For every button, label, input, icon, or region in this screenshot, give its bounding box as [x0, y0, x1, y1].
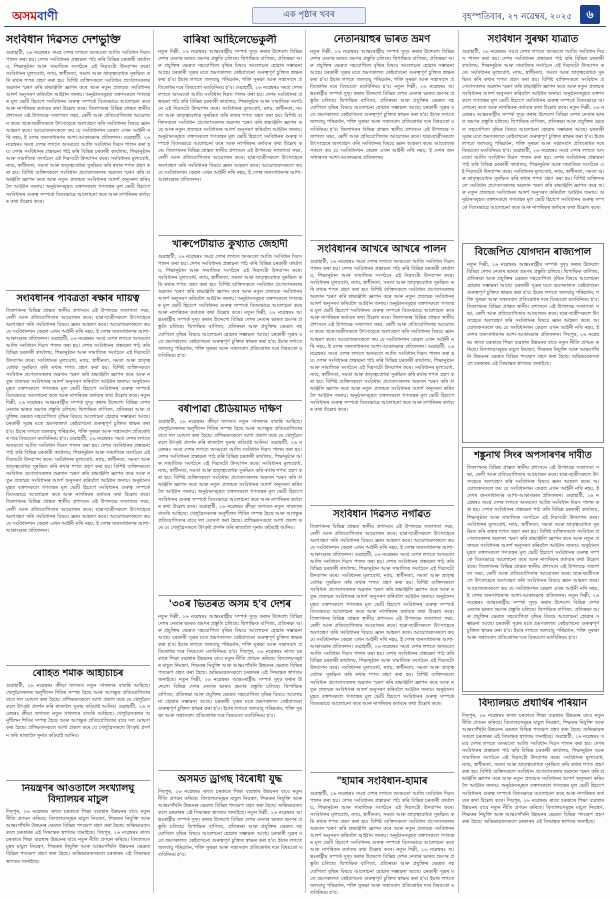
headline: খাৰুপেটীয়াত কুখ্যাত জেহাদী: [172, 239, 288, 250]
headline: '৩০ৰ ভিতৰত অসম হ'ব দেশৰ: [168, 599, 292, 610]
story-constitution-day: [6, 34, 150, 289]
headline: নিয়ন্ত্ৰণৰ আওতালৈ সংখ্যালঘু বিদ্যালয়ৰ মাচুল: [21, 784, 135, 805]
story-nagaon: [310, 509, 454, 771]
story-netanyahu: [310, 34, 454, 239]
story-school-fees: [6, 784, 150, 894]
story-body: জিলাখনৰ বিভিন্ন প্ৰান্তত স্থানীয় প্ৰশাসনে এই উপলক্ষে সজাগতা সভা, ৰেলী আৰু প্ৰতিযোগিতাৰ আয়োজন কৰে। ছাত্ৰ-ছাত্ৰীসকলে উৎসাহেৰে অংশগ্ৰহণ কৰি সংবিধানৰ বিষয়ে জ্ঞান আহৰণ কৰে। আয়োজকসকলে কয় যে সংবিধানখন কেৱল এখন আইনী নথি নহয়, ই দেশৰ জনসাধাৰণৰ আশা-আকাংক্ষাৰ প্ৰতিফলন। গুৱাহাটী, ২৬ নৱেম্বৰঃ সমগ্ৰ দেশৰ লগতে অসমতো আজি সংবিধান দিৱস পালন কৰা হয়। দেশৰ সংবিধানৰ প্ৰস্তাৱনা পাঠ কৰি বিভিন্ন চৰকাৰী কাৰ্যালয়, শিক্ষানুষ্ঠান আৰু সামাজিক সংগঠনে এই দিৱসটো উদযাপন কৰে। সংবিধানৰ মূল্যবোধ, ন্যায়, স্বাধীনতা, সমতা আৰু ভ্ৰাতৃত্ববোধক সুৰক্ষিত কৰি ৰখাৰ শপত গ্ৰহণ কৰা হয়। বিশিষ্ট ব্যক্তিসকলে সংবিধান প্ৰণেতাসকলৰ অৱদান স্মৰণ কৰি শ্ৰদ্ধাঞ্জলি জ্ঞাপন কৰে আৰু নতুন প্ৰজন্মক সংবিধানৰ আদৰ্শ অনুসৰণ কৰিবলৈ আহ্বান জনায়। অনুষ্ঠানসমূহত বক্তাসকলে গণতন্ত্ৰৰ মূল ভেটি হিচাপে সংবিধানৰ গুৰুত্ব সম্পৰ্কে বিতংভাৱে আলোচনা কৰে আৰু নাগৰিকৰ কৰ্তব্যৰ কথা উল্লেখ কৰে। জিলাখনৰ বিভিন্ন প্ৰান্তত স্থানীয় প্ৰশাসনে এই উপলক্ষে সজাগতা সভা, ৰেলী আৰু প্ৰতিযোগিতাৰ আয়োজন কৰে। ছাত্ৰ-ছাত্ৰীসকলে উৎসাহেৰে অংশগ্ৰহণ কৰি সংবিধানৰ বিষয়ে জ্ঞান আহৰণ কৰে। আয়োজকসকলে কয় যে সংবিধানখন কেৱল এখন আইনী নথি নহয়, ই দেশৰ জনসাধাৰণৰ আশা-আকাংক্ষাৰ প্ৰতিফলন। গুৱাহাটী, ২৬ নৱেম্বৰঃ সমগ্ৰ দেশৰ লগতে অসমতো আজি সংবিধান দিৱস পালন কৰা হয়। দেশৰ সংবিধানৰ প্ৰস্তাৱনা পাঠ কৰি বিভিন্ন চৰকাৰী কাৰ্যালয়, শিক্ষানুষ্ঠান আৰু সামাজিক সংগঠনে এই দিৱসটো উদযাপন কৰে। সংবিধানৰ মূল্যবোধ, ন্যায়, স্বাধীনতা, সমতা আৰু ভ্ৰাতৃত্ববোধক সুৰক্ষিত কৰি ৰখাৰ শপত গ্ৰহণ কৰা হয়। বিশিষ্ট ব্যক্তিসকলে সংবিধান প্ৰণেতাসকলৰ অৱদান স্মৰণ কৰি শ্ৰদ্ধাঞ্জলি জ্ঞাপন কৰে আৰু নতুন প্ৰজন্মক সংবিধানৰ আদৰ্শ অনুসৰণ কৰিবলৈ আহ্বান জনায়। অনুষ্ঠানসমূহত বক্তাসকলে গণতন্ত্ৰৰ মূল ভেটি হিচাপে সংবিধানৰ গুৰুত্ব সম্পৰ্কে বিতংভাৱে আলোচনা কৰে আৰু নাগৰিকৰ কৰ্তব্যৰ কথা উল্লেখ কৰে।: [310, 523, 454, 707]
headline: সংবিধানৰ আখৰে আখৰে পালন: [317, 244, 447, 255]
story-drugs-war: [158, 774, 302, 894]
story-body: গুৱাহাটী, ২৬ নৱেম্বৰঃ ক্ৰীড়া জগতত নতুন সাফল্যৰ বাতৰি আহিছে। খেলুৱৈসকলৰ অনুশীলন শিবিৰ সম্পন্ন হৈছে আৰু আগন্তুক প্ৰতিযোগিতাৰ বাবে দল ঘোষণা কৰা হৈছে। প্ৰশিক্ষকসকলে আশা প্ৰকাশ কৰে যে খেলুৱৈসকলে উৎকৃষ্ট প্ৰদৰ্শন কৰি ৰাজ্যলৈ সুনাম কঢ়িয়াই আনিব। গুৱাহাটী, ২৬ নৱেম্বৰঃ সমগ্ৰ দেশৰ লগতে অসমতো আজি সংবিধান দিৱস পালন কৰা হয়। দেশৰ সংবিধানৰ প্ৰস্তাৱনা পাঠ কৰি বিভিন্ন চৰকাৰী কাৰ্যালয়, শিক্ষানুষ্ঠান আৰু সামাজিক সংগঠনে এই দিৱসটো উদযাপন কৰে। সংবিধানৰ মূল্যবোধ, ন্যায়, স্বাধীনতা, সমতা আৰু ভ্ৰাতৃত্ববোধক সুৰক্ষিত কৰি ৰখাৰ শপত গ্ৰহণ কৰা হয়। বিশিষ্ট ব্যক্তিসকলে সংবিধান প্ৰণেতাসকলৰ অৱদান স্মৰণ কৰি শ্ৰদ্ধাঞ্জলি জ্ঞাপন কৰে আৰু নতুন প্ৰজন্মক সংবিধানৰ আদৰ্শ অনুসৰণ কৰিবলৈ আহ্বান জনায়। অনুষ্ঠানসমূহত বক্তাসকলে গণতন্ত্ৰৰ মূল ভেটি হিচাপে সংবিধানৰ গুৰুত্ব সম্পৰ্কে বিতংভাৱে আলোচনা কৰে আৰু নাগৰিকৰ কৰ্তব্যৰ কথা উল্লেখ কৰে। গুৱাহাটী, ২৬ নৱেম্বৰঃ ক্ৰীড়া জগতত নতুন সাফল্যৰ বাতৰি আহিছে। খেলুৱৈসকলৰ অনুশীলন শিবিৰ সম্পন্ন হৈছে আৰু আগন্তুক প্ৰতিযোগিতাৰ বাবে দল ঘোষণা কৰা হৈছে। প্ৰশিক্ষকসকলে আশা প্ৰকাশ কৰে যে খেলুৱৈসকলে উৎকৃষ্ট প্ৰদৰ্শন কৰি ৰাজ্যলৈ সুনাম কঢ়িয়াই আনিব।: [158, 418, 302, 531]
headline: বৰ্ষাপাৱা ষ্টেডিয়ামত দক্ষিণ: [178, 404, 282, 415]
headline: বিদ্যালয়ত প্ৰধাৰ্থিৰ পৰিয়ান: [478, 698, 588, 709]
story-barsapara-stadium: [158, 404, 302, 594]
headline: সংবিধান দিৱসত নগাঁৱত: [333, 509, 431, 520]
story-constitution-duty: [6, 294, 150, 664]
story-shankunath-singh: [462, 447, 604, 692]
section-tag: এক পৃষ্ঠাৰ খবৰ: [252, 7, 366, 24]
story-body: জিলাখনৰ বিভিন্ন প্ৰান্তত স্থানীয় প্ৰশাসনে এই উপলক্ষে সজাগতা সভা, ৰেলী আৰু প্ৰতিযোগিতাৰ আয়োজন কৰে। ছাত্ৰ-ছাত্ৰীসকলে উৎসাহেৰে অংশগ্ৰহণ কৰি সংবিধানৰ বিষয়ে জ্ঞান আহৰণ কৰে। আয়োজকসকলে কয় যে সংবিধানখন কেৱল এখন আইনী নথি নহয়, ই দেশৰ জনসাধাৰণৰ আশা-আকাংক্ষাৰ প্ৰতিফলন। গুৱাহাটী, ২৬ নৱেম্বৰঃ সমগ্ৰ দেশৰ লগতে অসমতো আজি সংবিধান দিৱস পালন কৰা হয়। দেশৰ সংবিধানৰ প্ৰস্তাৱনা পাঠ কৰি বিভিন্ন চৰকাৰী কাৰ্যালয়, শিক্ষানুষ্ঠান আৰু সামাজিক সংগঠনে এই দিৱসটো উদযাপন কৰে। সংবিধানৰ মূল্যবোধ, ন্যায়, স্বাধীনতা, সমতা আৰু ভ্ৰাতৃত্ববোধক সুৰক্ষিত কৰি ৰখাৰ শপত গ্ৰহণ কৰা হয়। বিশিষ্ট ব্যক্তিসকলে সংবিধান প্ৰণেতাসকলৰ অৱদান স্মৰণ কৰি শ্ৰদ্ধাঞ্জলি জ্ঞাপন কৰে আৰু নতুন প্ৰজন্মক সংবিধানৰ আদৰ্শ অনুসৰণ কৰিবলৈ আহ্বান জনায়। অনুষ্ঠানসমূহত বক্তাসকলে গণতন্ত্ৰৰ মূল ভেটি হিচাপে সংবিধানৰ গুৰুত্ব সম্পৰ্কে বিতংভাৱে আলোচনা কৰে আৰু নাগৰিকৰ কৰ্তব্যৰ কথা উল্লেখ কৰে। নতুন দিল্লী, ২৬ নৱেম্বৰঃ আন্তঃৰাষ্ট্ৰীয় সম্পৰ্ক সুদৃঢ় কৰাৰ উদ্দেশ্যে বিভিন্ন দেশৰ নেতাৰ ভাৰত ভ্ৰমণৰ প্ৰস্তুতি চলিছে। দ্বিপাক্ষিক বাণিজ্য, প্ৰতিৰক্ষা আৰু প্ৰযুক্তিৰ ক্ষেত্ৰত সহযোগিতা বৃদ্ধিৰ বিষয়ে আলোচনা হোৱাৰ সম্ভাৱনা আছে। চৰকাৰী সূত্ৰৰ মতে ভ্ৰমণকালত কেইবাখনো গুৰুত্বপূৰ্ণ চুক্তিত স্বাক্ষৰ কৰা হ'ব। ইয়াৰ লগতে জলবায়ু পৰিৱৰ্তন, শক্তি সুৰক্ষা আৰু সন্ত্ৰাসবাদ প্ৰতিৰোধৰ দৰে বিষয়তো মতবিনিময় হ'ব। গুৱাহাটী, ২৬ নৱেম্বৰঃ সমগ্ৰ দেশৰ লগতে অসমতো আজি সংবিধান দিৱস পালন কৰা হয়। দেশৰ সংবিধানৰ প্ৰস্তাৱনা পাঠ কৰি বিভিন্ন চৰকাৰী কাৰ্যালয়, শিক্ষানুষ্ঠান আৰু সামাজিক সংগঠনে এই দিৱসটো উদযাপন কৰে। সংবিধানৰ মূল্যবোধ, ন্যায়, স্বাধীনতা, সমতা আৰু ভ্ৰাতৃত্ববোধক সুৰক্ষিত কৰি ৰখাৰ শপত গ্ৰহণ কৰা হয়। বিশিষ্ট ব্যক্তিসকলে সংবিধান প্ৰণেতাসকলৰ অৱদান স্মৰণ কৰি শ্ৰদ্ধাঞ্জলি জ্ঞাপন কৰে আৰু নতুন প্ৰজন্মক সংবিধানৰ আদৰ্শ অনুসৰণ কৰিবলৈ আহ্বান জনায়। অনুষ্ঠানসমূহত বক্তাসকলে গণতন্ত্ৰৰ মূল ভেটি হিচাপে সংবিধানৰ গুৰুত্ব সম্পৰ্কে বিতংভাৱে আলোচনা কৰে আৰু নাগৰিকৰ কৰ্তব্যৰ কথা উল্লেখ কৰে। জিলাখনৰ বিভিন্ন প্ৰান্তত স্থানীয় প্ৰশাসনে এই উপলক্ষে সজাগতা সভা, ৰেলী আৰু প্ৰতিযোগিতাৰ আয়োজন কৰে। ছাত্ৰ-ছাত্ৰীসকলে উৎসাহেৰে অংশগ্ৰহণ কৰি সংবিধানৰ বিষয়ে জ্ঞান আহৰণ কৰে। আয়োজকসকলে কয় যে সংবিধানখন কেৱল এখন আইনী নথি নহয়, ই দেশৰ জনসাধাৰণৰ আশা-আকাংক্ষাৰ প্ৰতিফলন।: [6, 307, 150, 534]
story-rohit-sharma: [6, 669, 150, 779]
story-body: গুৱাহাটী, ২৬ নৱেম্বৰঃ সমগ্ৰ দেশৰ লগতে অসমতো আজি সংবিধান দিৱস পালন কৰা হয়। দেশৰ সংবিধানৰ প্ৰস্তাৱনা পাঠ কৰি বিভিন্ন চৰকাৰী কাৰ্যালয়, শিক্ষানুষ্ঠান আৰু সামাজিক সংগঠনে এই দিৱসটো উদযাপন কৰে। সংবিধানৰ মূল্যবোধ, ন্যায়, স্বাধীনতা, সমতা আৰু ভ্ৰাতৃত্ববোধক সুৰক্ষিত কৰি ৰখাৰ শপত গ্ৰহণ কৰা হয়। বিশিষ্ট ব্যক্তিসকলে সংবিধান প্ৰণেতাসকলৰ অৱদান স্মৰণ কৰি শ্ৰদ্ধাঞ্জলি জ্ঞাপন কৰে আৰু নতুন প্ৰজন্মক সংবিধানৰ আদৰ্শ অনুসৰণ কৰিবলৈ আহ্বান জনায়। অনুষ্ঠানসমূহত বক্তাসকলে গণতন্ত্ৰৰ মূল ভেটি হিচাপে সংবিধানৰ গুৰুত্ব সম্পৰ্কে বিতংভাৱে আলোচনা কৰে আৰু নাগৰিকৰ কৰ্তব্যৰ কথা উল্লেখ কৰে। নতুন দিল্লী, ২৬ নৱেম্বৰঃ আন্তঃৰাষ্ট্ৰীয় সম্পৰ্ক সুদৃঢ় কৰাৰ উদ্দেশ্যে বিভিন্ন দেশৰ নেতাৰ ভাৰত ভ্ৰমণৰ প্ৰস্তুতি চলিছে। দ্বিপাক্ষিক বাণিজ্য, প্ৰতিৰক্ষা আৰু প্ৰযুক্তিৰ ক্ষেত্ৰত সহযোগিতা বৃদ্ধিৰ বিষয়ে আলোচনা হোৱাৰ সম্ভাৱনা আছে। চৰকাৰী সূত্ৰৰ মতে ভ্ৰমণকালত কেইবাখনো গুৰুত্বপূৰ্ণ চুক্তিত স্বাক্ষৰ কৰা হ'ব। ইয়াৰ লগতে জলবায়ু পৰিৱৰ্তন, শক্তি সুৰক্ষা আৰু সন্ত্ৰাসবাদ প্ৰতিৰোধৰ দৰে বিষয়তো মতবিনিময় হ'ব।: [310, 790, 454, 894]
story-school-headmaster: [462, 698, 604, 894]
story-body: নতুন দিল্লী, ২৬ নৱেম্বৰঃ আন্তঃৰাষ্ট্ৰীয় সম্পৰ্ক সুদৃঢ় কৰাৰ উদ্দেশ্যে বিভিন্ন দেশৰ নেতাৰ ভাৰত ভ্ৰমণৰ প্ৰস্তুতি চলিছে। দ্বিপাক্ষিক বাণিজ্য, প্ৰতিৰক্ষা আৰু প্ৰযুক্তিৰ ক্ষেত্ৰত সহযোগিতা বৃদ্ধিৰ বিষয়ে আলোচনা হোৱাৰ সম্ভাৱনা আছে। চৰকাৰী সূত্ৰৰ মতে ভ্ৰমণকালত কেইবাখনো গুৰুত্বপূৰ্ণ চুক্তিত স্বাক্ষৰ কৰা হ'ব। ইয়াৰ লগতে জলবায়ু পৰিৱৰ্তন, শক্তি সুৰক্ষা আৰু সন্ত্ৰাসবাদ প্ৰতিৰোধৰ দৰে বিষয়তো মতবিনিময় হ'ব। জিলাখনৰ বিভিন্ন প্ৰান্তত স্থানীয় প্ৰশাসনে এই উপলক্ষে সজাগতা সভা, ৰেলী আৰু প্ৰতিযোগিতাৰ আয়োজন কৰে। ছাত্ৰ-ছাত্ৰীসকলে উৎসাহেৰে অংশগ্ৰহণ কৰি সংবিধানৰ বিষয়ে জ্ঞান আহৰণ কৰে। আয়োজকসকলে কয় যে সংবিধানখন কেৱল এখন আইনী নথি নহয়, ই দেশৰ জনসাধাৰণৰ আশা-আকাংক্ষাৰ প্ৰতিফলন। দিছপুৰ, ২৬ নৱেম্বৰঃ ৰাজ্য চৰকাৰে শিক্ষা ব্যৱস্থাৰ উন্নয়নৰ বাবে নতুন নীতি প্ৰণয়ন কৰিছে। বিদ্যালয়সমূহৰ মাচুল নিয়ন্ত্ৰণ, শিক্ষকৰ নিযুক্তি আৰু আন্তঃগাঁথনি উন্নয়নৰ ক্ষেত্ৰত বিভিন্ন পদক্ষেপ গ্ৰহণ কৰা হৈছে। অভিভাৱকসকলে চৰকাৰৰ এই সিদ্ধান্তক স্বাগতম জনাইছে।: [467, 261, 599, 367]
headline: সংবিধান সুৰক্ষা যাত্ৰাত: [487, 34, 579, 45]
headline: শঙ্কুনাথ সিংৰ অপসাৰণৰ দাবীত: [474, 450, 592, 461]
story-bjp-governor: [462, 243, 604, 443]
story-body: জিলাখনৰ বিভিন্ন প্ৰান্তত স্থানীয় প্ৰশাসনে এই উপলক্ষে সজাগতা সভা, ৰেলী আৰু প্ৰতিযোগিতাৰ আয়োজন কৰে। ছাত্ৰ-ছাত্ৰীসকলে উৎসাহেৰে অংশগ্ৰহণ কৰি সংবিধানৰ বিষয়ে জ্ঞান আহৰণ কৰে। আয়োজকসকলে কয় যে সংবিধানখন কেৱল এখন আইনী নথি নহয়, ই দেশৰ জনসাধাৰণৰ আশা-আকাংক্ষাৰ প্ৰতিফলন। গুৱাহাটী, ২৬ নৱেম্বৰঃ সমগ্ৰ দেশৰ লগতে অসমতো আজি সংবিধান দিৱস পালন কৰা হয়। দেশৰ সংবিধানৰ প্ৰস্তাৱনা পাঠ কৰি বিভিন্ন চৰকাৰী কাৰ্যালয়, শিক্ষানুষ্ঠান আৰু সামাজিক সংগঠনে এই দিৱসটো উদযাপন কৰে। সংবিধানৰ মূল্যবোধ, ন্যায়, স্বাধীনতা, সমতা আৰু ভ্ৰাতৃত্ববোধক সুৰক্ষিত কৰি ৰখাৰ শপত গ্ৰহণ কৰা হয়। বিশিষ্ট ব্যক্তিসকলে সংবিধান প্ৰণেতাসকলৰ অৱদান স্মৰণ কৰি শ্ৰদ্ধাঞ্জলি জ্ঞাপন কৰে আৰু নতুন প্ৰজন্মক সংবিধানৰ আদৰ্শ অনুসৰণ কৰিবলৈ আহ্বান জনায়। অনুষ্ঠানসমূহত বক্তাসকলে গণতন্ত্ৰৰ মূল ভেটি হিচাপে সংবিধানৰ গুৰুত্ব সম্পৰ্কে বিতংভাৱে আলোচনা কৰে আৰু নাগৰিকৰ কৰ্তব্যৰ কথা উল্লেখ কৰে। জিলাখনৰ বিভিন্ন প্ৰান্তত স্থানীয় প্ৰশাসনে এই উপলক্ষে সজাগতা সভা, ৰেলী আৰু প্ৰতিযোগিতাৰ আয়োজন কৰে। ছাত্ৰ-ছাত্ৰীসকলে উৎসাহেৰে অংশগ্ৰহণ কৰি সংবিধানৰ বিষয়ে জ্ঞান আহৰণ কৰে। আয়োজকসকলে কয় যে সংবিধানখন কেৱল এখন আইনী নথি নহয়, ই দেশৰ জনসাধাৰণৰ আশা-আকাংক্ষাৰ প্ৰতিফলন। নতুন দিল্লী, ২৬ নৱেম্বৰঃ আন্তঃৰাষ্ট্ৰীয় সম্পৰ্ক সুদৃঢ় কৰাৰ উদ্দেশ্যে বিভিন্ন দেশৰ নেতাৰ ভাৰত ভ্ৰমণৰ প্ৰস্তুতি চলিছে। দ্বিপাক্ষিক বাণিজ্য, প্ৰতিৰক্ষা আৰু প্ৰযুক্তিৰ ক্ষেত্ৰত সহযোগিতা বৃদ্ধিৰ বিষয়ে আলোচনা হোৱাৰ সম্ভাৱনা আছে। চৰকাৰী সূত্ৰৰ মতে ভ্ৰমণকালত কেইবাখনো গুৰুত্বপূৰ্ণ চুক্তিত স্বাক্ষৰ কৰা হ'ব। ইয়াৰ লগতে জলবায়ু পৰিৱৰ্তন, শক্তি সুৰক্ষা আৰু সন্ত্ৰাসবাদ প্ৰতিৰোধৰ দৰে বিষয়তো মতবিনিময় হ'ব।: [467, 464, 599, 642]
headline: সংবিধান দিৱসত দেশভুক্তি: [6, 34, 121, 46]
story-body: গুৱাহাটী, ২৬ নৱেম্বৰঃ ক্ৰীড়া জগতত নতুন সাফল্যৰ বাতৰি আহিছে। খেলুৱৈসকলৰ অনুশীলন শিবিৰ সম্পন্ন হৈছে আৰু আগন্তুক প্ৰতিযোগিতাৰ বাবে দল ঘোষণা কৰা হৈছে। প্ৰশিক্ষকসকলে আশা প্ৰকাশ কৰে যে খেলুৱৈসকলে উৎকৃষ্ট প্ৰদৰ্শন কৰি ৰাজ্যলৈ সুনাম কঢ়িয়াই আনিব। গুৱাহাটী, ২৬ নৱেম্বৰঃ ক্ৰীড়া জগতত নতুন সাফল্যৰ বাতৰি আহিছে। খেলুৱৈসকলৰ অনুশীলন শিবিৰ সম্পন্ন হৈছে আৰু আগন্তুক প্ৰতিযোগিতাৰ বাবে দল ঘোষণা কৰা হৈছে। প্ৰশিক্ষকসকলে আশা প্ৰকাশ কৰে যে খেলুৱৈসকলে উৎকৃষ্ট প্ৰদৰ্শন কৰি ৰাজ্যলৈ সুনাম কঢ়িয়াই আনিব।: [6, 682, 150, 739]
newspaper-logo: অসমবাণী: [12, 9, 58, 23]
story-constitution-observance: [310, 244, 454, 504]
story-assam-2030: [158, 599, 302, 769]
story-body: নতুন দিল্লী, ২৬ নৱেম্বৰঃ আন্তঃৰাষ্ট্ৰীয় সম্পৰ্ক সুদৃঢ় কৰাৰ উদ্দেশ্যে বিভিন্ন দেশৰ নেতাৰ ভাৰত ভ্ৰমণৰ প্ৰস্তুতি চলিছে। দ্বিপাক্ষিক বাণিজ্য, প্ৰতিৰক্ষা আৰু প্ৰযুক্তিৰ ক্ষেত্ৰত সহযোগিতা বৃদ্ধিৰ বিষয়ে আলোচনা হোৱাৰ সম্ভাৱনা আছে। চৰকাৰী সূত্ৰৰ মতে ভ্ৰমণকালত কেইবাখনো গুৰুত্বপূৰ্ণ চুক্তিত স্বাক্ষৰ কৰা হ'ব। ইয়াৰ লগতে জলবায়ু পৰিৱৰ্তন, শক্তি সুৰক্ষা আৰু সন্ত্ৰাসবাদ প্ৰতিৰোধৰ দৰে বিষয়তো মতবিনিময় হ'ব। গুৱাহাটী, ২৬ নৱেম্বৰঃ সমগ্ৰ দেশৰ লগতে অসমতো আজি সংবিধান দিৱস পালন কৰা হয়। দেশৰ সংবিধানৰ প্ৰস্তাৱনা পাঠ কৰি বিভিন্ন চৰকাৰী কাৰ্যালয়, শিক্ষানুষ্ঠান আৰু সামাজিক সংগঠনে এই দিৱসটো উদযাপন কৰে। সংবিধানৰ মূল্যবোধ, ন্যায়, স্বাধীনতা, সমতা আৰু ভ্ৰাতৃত্ববোধক সুৰক্ষিত কৰি ৰখাৰ শপত গ্ৰহণ কৰা হয়। বিশিষ্ট ব্যক্তিসকলে সংবিধান প্ৰণেতাসকলৰ অৱদান স্মৰণ কৰি শ্ৰদ্ধাঞ্জলি জ্ঞাপন কৰে আৰু নতুন প্ৰজন্মক সংবিধানৰ আদৰ্শ অনুসৰণ কৰিবলৈ আহ্বান জনায়। অনুষ্ঠানসমূহত বক্তাসকলে গণতন্ত্ৰৰ মূল ভেটি হিচাপে সংবিধানৰ গুৰুত্ব সম্পৰ্কে বিতংভাৱে আলোচনা কৰে আৰু নাগৰিকৰ কৰ্তব্যৰ কথা উল্লেখ কৰে। জিলাখনৰ বিভিন্ন প্ৰান্তত স্থানীয় প্ৰশাসনে এই উপলক্ষে সজাগতা সভা, ৰেলী আৰু প্ৰতিযোগিতাৰ আয়োজন কৰে। ছাত্ৰ-ছাত্ৰীসকলে উৎসাহেৰে অংশগ্ৰহণ কৰি সংবিধানৰ বিষয়ে জ্ঞান আহৰণ কৰে। আয়োজকসকলে কয় যে সংবিধানখন কেৱল এখন আইনী নথি নহয়, ই দেশৰ জনসাধাৰণৰ আশা-আকাংক্ষাৰ প্ৰতিফলন।: [158, 49, 302, 183]
story-body: দিছপুৰ, ২৬ নৱেম্বৰঃ ৰাজ্য চৰকাৰে শিক্ষা ব্যৱস্থাৰ উন্নয়নৰ বাবে নতুন নীতি প্ৰণয়ন কৰিছে। বিদ্যালয়সমূহৰ মাচুল নিয়ন্ত্ৰণ, শিক্ষকৰ নিযুক্তি আৰু আন্তঃগাঁথনি উন্নয়নৰ ক্ষেত্ৰত বিভিন্ন পদক্ষেপ গ্ৰহণ কৰা হৈছে। অভিভাৱকসকলে চৰকাৰৰ এই সিদ্ধান্তক স্বাগতম জনাইছে। নতুন দিল্লী, ২৬ নৱেম্বৰঃ আন্তঃৰাষ্ট্ৰীয় সম্পৰ্ক সুদৃঢ় কৰাৰ উদ্দেশ্যে বিভিন্ন দেশৰ নেতাৰ ভাৰত ভ্ৰমণৰ প্ৰস্তুতি চলিছে। দ্বিপাক্ষিক বাণিজ্য, প্ৰতিৰক্ষা আৰু প্ৰযুক্তিৰ ক্ষেত্ৰত সহযোগিতা বৃদ্ধিৰ বিষয়ে আলোচনা হোৱাৰ সম্ভাৱনা আছে। চৰকাৰী সূত্ৰৰ মতে ভ্ৰমণকালত কেইবাখনো গুৰুত্বপূৰ্ণ চুক্তিত স্বাক্ষৰ কৰা হ'ব। ইয়াৰ লগতে জলবায়ু পৰিৱৰ্তন, শক্তি সুৰক্ষা আৰু সন্ত্ৰাসবাদ প্ৰতিৰোধৰ দৰে বিষয়তো মতবিনিময় হ'ব।: [158, 788, 302, 859]
headline: অসমত ড্ৰাগছ বিৰোধী যুদ্ধ: [177, 774, 283, 785]
story-body: নতুন দিল্লী, ২৬ নৱেম্বৰঃ আন্তঃৰাষ্ট্ৰীয় সম্পৰ্ক সুদৃঢ় কৰাৰ উদ্দেশ্যে বিভিন্ন দেশৰ নেতাৰ ভাৰত ভ্ৰমণৰ প্ৰস্তুতি চলিছে। দ্বিপাক্ষিক বাণিজ্য, প্ৰতিৰক্ষা আৰু প্ৰযুক্তিৰ ক্ষেত্ৰত সহযোগিতা বৃদ্ধিৰ বিষয়ে আলোচনা হোৱাৰ সম্ভাৱনা আছে। চৰকাৰী সূত্ৰৰ মতে ভ্ৰমণকালত কেইবাখনো গুৰুত্বপূৰ্ণ চুক্তিত স্বাক্ষৰ কৰা হ'ব। ইয়াৰ লগতে জলবায়ু পৰিৱৰ্তন, শক্তি সুৰক্ষা আৰু সন্ত্ৰাসবাদ প্ৰতিৰোধৰ দৰে বিষয়তো মতবিনিময় হ'ব। নতুন দিল্লী, ২৬ নৱেম্বৰঃ আন্তঃৰাষ্ট্ৰীয় সম্পৰ্ক সুদৃঢ় কৰাৰ উদ্দেশ্যে বিভিন্ন দেশৰ নেতাৰ ভাৰত ভ্ৰমণৰ প্ৰস্তুতি চলিছে। দ্বিপাক্ষিক বাণিজ্য, প্ৰতিৰক্ষা আৰু প্ৰযুক্তিৰ ক্ষেত্ৰত সহযোগিতা বৃদ্ধিৰ বিষয়ে আলোচনা হোৱাৰ সম্ভাৱনা আছে। চৰকাৰী সূত্ৰৰ মতে ভ্ৰমণকালত কেইবাখনো গুৰুত্বপূৰ্ণ চুক্তিত স্বাক্ষৰ কৰা হ'ব। ইয়াৰ লগতে জলবায়ু পৰিৱৰ্তন, শক্তি সুৰক্ষা আৰু সন্ত্ৰাসবাদ প্ৰতিৰোধৰ দৰে বিষয়তো মতবিনিময় হ'ব। জিলাখনৰ বিভিন্ন প্ৰান্তত স্থানীয় প্ৰশাসনে এই উপলক্ষে সজাগতা সভা, ৰেলী আৰু প্ৰতিযোগিতাৰ আয়োজন কৰে। ছাত্ৰ-ছাত্ৰীসকলে উৎসাহেৰে অংশগ্ৰহণ কৰি সংবিধানৰ বিষয়ে জ্ঞান আহৰণ কৰে। আয়োজকসকলে কয় যে সংবিধানখন কেৱল এখন আইনী নথি নহয়, ই দেশৰ জনসাধাৰণৰ আশা-আকাংক্ষাৰ প্ৰতিফলন।: [310, 48, 454, 161]
headline: বিজেপিত যোগদান ৰাজ্যপাল: [474, 247, 592, 258]
story-body: দিছপুৰ, ২৬ নৱেম্বৰঃ ৰাজ্য চৰকাৰে শিক্ষা ব্যৱস্থাৰ উন্নয়নৰ বাবে নতুন নীতি প্ৰণয়ন কৰিছে। বিদ্যালয়সমূহৰ মাচুল নিয়ন্ত্ৰণ, শিক্ষকৰ নিযুক্তি আৰু আন্তঃগাঁথনি উন্নয়নৰ ক্ষেত্ৰত বিভিন্ন পদক্ষেপ গ্ৰহণ কৰা হৈছে। অভিভাৱকসকলে চৰকাৰৰ এই সিদ্ধান্তক স্বাগতম জনাইছে। দিছপুৰ, ২৬ নৱেম্বৰঃ ৰাজ্য চৰকাৰে শিক্ষা ব্যৱস্থাৰ উন্নয়নৰ বাবে নতুন নীতি প্ৰণয়ন কৰিছে। বিদ্যালয়সমূহৰ মাচুল নিয়ন্ত্ৰণ, শিক্ষকৰ নিযুক্তি আৰু আন্তঃগাঁথনি উন্নয়নৰ ক্ষেত্ৰত বিভিন্ন পদক্ষেপ গ্ৰহণ কৰা হৈছে। অভিভাৱকসকলে চৰকাৰৰ এই সিদ্ধান্তক স্বাগতম জনাইছে।: [6, 808, 150, 865]
headline: বাৰিষা আহিলেভেকুলী: [183, 34, 277, 46]
headline: সংবিধানৰ পবিত্ৰতা ৰক্ষাৰ দায়িত্ব: [16, 294, 140, 304]
story-body: গুৱাহাটী, ২৬ নৱেম্বৰঃ সমগ্ৰ দেশৰ লগতে অসমতো আজি সংবিধান দিৱস পালন কৰা হয়। দেশৰ সংবিধানৰ প্ৰস্তাৱনা পাঠ কৰি বিভিন্ন চৰকাৰী কাৰ্যালয়, শিক্ষানুষ্ঠান আৰু সামাজিক সংগঠনে এই দিৱসটো উদযাপন কৰে। সংবিধানৰ মূল্যবোধ, ন্যায়, স্বাধীনতা, সমতা আৰু ভ্ৰাতৃত্ববোধক সুৰক্ষিত কৰি ৰখাৰ শপত গ্ৰহণ কৰা হয়। বিশিষ্ট ব্যক্তিসকলে সংবিধান প্ৰণেতাসকলৰ অৱদান স্মৰণ কৰি শ্ৰদ্ধাঞ্জলি জ্ঞাপন কৰে আৰু নতুন প্ৰজন্মক সংবিধানৰ আদৰ্শ অনুসৰণ কৰিবলৈ আহ্বান জনায়। অনুষ্ঠানসমূহত বক্তাসকলে গণতন্ত্ৰৰ মূল ভেটি হিচাপে সংবিধানৰ গুৰুত্ব সম্পৰ্কে বিতংভাৱে আলোচনা কৰে আৰু নাগৰিকৰ কৰ্তব্যৰ কথা উল্লেখ কৰে। নতুন দিল্লী, ২৬ নৱেম্বৰঃ আন্তঃৰাষ্ট্ৰীয় সম্পৰ্ক সুদৃঢ় কৰাৰ উদ্দেশ্যে বিভিন্ন দেশৰ নেতাৰ ভাৰত ভ্ৰমণৰ প্ৰস্তুতি চলিছে। দ্বিপাক্ষিক বাণিজ্য, প্ৰতিৰক্ষা আৰু প্ৰযুক্তিৰ ক্ষেত্ৰত সহযোগিতা বৃদ্ধিৰ বিষয়ে আলোচনা হোৱাৰ সম্ভাৱনা আছে। চৰকাৰী সূত্ৰৰ মতে ভ্ৰমণকালত কেইবাখনো গুৰুত্বপূৰ্ণ চুক্তিত স্বাক্ষৰ কৰা হ'ব। ইয়াৰ লগতে জলবায়ু পৰিৱৰ্তন, শক্তি সুৰক্ষা আৰু সন্ত্ৰাসবাদ প্ৰতিৰোধৰ দৰে বিষয়তো মতবিনিময় হ'ব।: [158, 253, 302, 359]
headline: "হামাৰ সংবিধান-হামাৰ: [336, 776, 428, 787]
dateline: বৃহস্পতিবাৰ, ২৭ নৱেম্বৰ, ২০২৫: [462, 12, 572, 22]
story-body: গুৱাহাটী, ২৬ নৱেম্বৰঃ সমগ্ৰ দেশৰ লগতে অসমতো আজি সংবিধান দিৱস পালন কৰা হয়। দেশৰ সংবিধানৰ প্ৰস্তাৱনা পাঠ কৰি বিভিন্ন চৰকাৰী কাৰ্যালয়, শিক্ষানুষ্ঠান আৰু সামাজিক সংগঠনে এই দিৱসটো উদযাপন কৰে। সংবিধানৰ মূল্যবোধ, ন্যায়, স্বাধীনতা, সমতা আৰু ভ্ৰাতৃত্ববোধক সুৰক্ষিত কৰি ৰখাৰ শপত গ্ৰহণ কৰা হয়। বিশিষ্ট ব্যক্তিসকলে সংবিধান প্ৰণেতাসকলৰ অৱদান স্মৰণ কৰি শ্ৰদ্ধাঞ্জলি জ্ঞাপন কৰে আৰু নতুন প্ৰজন্মক সংবিধানৰ আদৰ্শ অনুসৰণ কৰিবলৈ আহ্বান জনায়। অনুষ্ঠানসমূহত বক্তাসকলে গণতন্ত্ৰৰ মূল ভেটি হিচাপে সংবিধানৰ গুৰুত্ব সম্পৰ্কে বিতংভাৱে আলোচনা কৰে আৰু নাগৰিকৰ কৰ্তব্যৰ কথা উল্লেখ কৰে। জিলাখনৰ বিভিন্ন প্ৰান্তত স্থানীয় প্ৰশাসনে এই উপলক্ষে সজাগতা সভা, ৰেলী আৰু প্ৰতিযোগিতাৰ আয়োজন কৰে। ছাত্ৰ-ছাত্ৰীসকলে উৎসাহেৰে অংশগ্ৰহণ কৰি সংবিধানৰ বিষয়ে জ্ঞান আহৰণ কৰে। আয়োজকসকলে কয় যে সংবিধানখন কেৱল এখন আইনী নথি নহয়, ই দেশৰ জনসাধাৰণৰ আশা-আকাংক্ষাৰ প্ৰতিফলন। গুৱাহাটী, ২৬ নৱেম্বৰঃ সমগ্ৰ দেশৰ লগতে অসমতো আজি সংবিধান দিৱস পালন কৰা হয়। দেশৰ সংবিধানৰ প্ৰস্তাৱনা পাঠ কৰি বিভিন্ন চৰকাৰী কাৰ্যালয়, শিক্ষানুষ্ঠান আৰু সামাজিক সংগঠনে এই দিৱসটো উদযাপন কৰে। সংবিধানৰ মূল্যবোধ, ন্যায়, স্বাধীনতা, সমতা আৰু ভ্ৰাতৃত্ববোধক সুৰক্ষিত কৰি ৰখাৰ শপত গ্ৰহণ কৰা হয়। বিশিষ্ট ব্যক্তিসকলে সংবিধান প্ৰণেতাসকলৰ অৱদান স্মৰণ কৰি শ্ৰদ্ধাঞ্জলি জ্ঞাপন কৰে আৰু নতুন প্ৰজন্মক সংবিধানৰ আদৰ্শ অনুসৰণ কৰিবলৈ আহ্বান জনায়। অনুষ্ঠানসমূহত বক্তাসকলে গণতন্ত্ৰৰ মূল ভেটি হিচাপে সংবিধানৰ গুৰুত্ব সম্পৰ্কে বিতংভাৱে আলোচনা কৰে আৰু নাগৰিকৰ কৰ্তব্যৰ কথা উল্লেখ কৰে।: [6, 49, 150, 205]
story-body: গুৱাহাটী, ২৬ নৱেম্বৰঃ সমগ্ৰ দেশৰ লগতে অসমতো আজি সংবিধান দিৱস পালন কৰা হয়। দেশৰ সংবিধানৰ প্ৰস্তাৱনা পাঠ কৰি বিভিন্ন চৰকাৰী কাৰ্যালয়, শিক্ষানুষ্ঠান আৰু সামাজিক সংগঠনে এই দিৱসটো উদযাপন কৰে। সংবিধানৰ মূল্যবোধ, ন্যায়, স্বাধীনতা, সমতা আৰু ভ্ৰাতৃত্ববোধক সুৰক্ষিত কৰি ৰখাৰ শপত গ্ৰহণ কৰা হয়। বিশিষ্ট ব্যক্তিসকলে সংবিধান প্ৰণেতাসকলৰ অৱদান স্মৰণ কৰি শ্ৰদ্ধাঞ্জলি জ্ঞাপন কৰে আৰু নতুন প্ৰজন্মক সংবিধানৰ আদৰ্শ অনুসৰণ কৰিবলৈ আহ্বান জনায়। অনুষ্ঠানসমূহত বক্তাসকলে গণতন্ত্ৰৰ মূল ভেটি হিচাপে সংবিধানৰ গুৰুত্ব সম্পৰ্কে বিতংভাৱে আলোচনা কৰে আৰু নাগৰিকৰ কৰ্তব্যৰ কথা উল্লেখ কৰে। নতুন দিল্লী, ২৬ নৱেম্বৰঃ আন্তঃৰাষ্ট্ৰীয় সম্পৰ্ক সুদৃঢ় কৰাৰ উদ্দেশ্যে বিভিন্ন দেশৰ নেতাৰ ভাৰত ভ্ৰমণৰ প্ৰস্তুতি চলিছে। দ্বিপাক্ষিক বাণিজ্য, প্ৰতিৰক্ষা আৰু প্ৰযুক্তিৰ ক্ষেত্ৰত সহযোগিতা বৃদ্ধিৰ বিষয়ে আলোচনা হোৱাৰ সম্ভাৱনা আছে। চৰকাৰী সূত্ৰৰ মতে ভ্ৰমণকালত কেইবাখনো গুৰুত্বপূৰ্ণ চুক্তিত স্বাক্ষৰ কৰা হ'ব। ইয়াৰ লগতে জলবায়ু পৰিৱৰ্তন, শক্তি সুৰক্ষা আৰু সন্ত্ৰাসবাদ প্ৰতিৰোধৰ দৰে বিষয়তো মতবিনিময় হ'ব। গুৱাহাটী, ২৬ নৱেম্বৰঃ সমগ্ৰ দেশৰ লগতে অসমতো আজি সংবিধান দিৱস পালন কৰা হয়। দেশৰ সংবিধানৰ প্ৰস্তাৱনা পাঠ কৰি বিভিন্ন চৰকাৰী কাৰ্যালয়, শিক্ষানুষ্ঠান আৰু সামাজিক সংগঠনে এই দিৱসটো উদযাপন কৰে। সংবিধানৰ মূল্যবোধ, ন্যায়, স্বাধীনতা, সমতা আৰু ভ্ৰাতৃত্ববোধক সুৰক্ষিত কৰি ৰখাৰ শপত গ্ৰহণ কৰা হয়। বিশিষ্ট ব্যক্তিসকলে সংবিধান প্ৰণেতাসকলৰ অৱদান স্মৰণ কৰি শ্ৰদ্ধাঞ্জলি জ্ঞাপন কৰে আৰু নতুন প্ৰজন্মক সংবিধানৰ আদৰ্শ অনুসৰণ কৰিবলৈ আহ্বান জনায়। অনুষ্ঠানসমূহত বক্তাসকলে গণতন্ত্ৰৰ মূল ভেটি হিচাপে সংবিধানৰ গুৰুত্ব সম্পৰ্কে বিতংভাৱে আলোচনা কৰে আৰু নাগৰিকৰ কৰ্তব্যৰ কথা উল্লেখ কৰে।: [462, 48, 604, 211]
story-body: দিছপুৰ, ২৬ নৱেম্বৰঃ ৰাজ্য চৰকাৰে শিক্ষা ব্যৱস্থাৰ উন্নয়নৰ বাবে নতুন নীতি প্ৰণয়ন কৰিছে। বিদ্যালয়সমূহৰ মাচুল নিয়ন্ত্ৰণ, শিক্ষকৰ নিযুক্তি আৰু আন্তঃগাঁথনি উন্নয়নৰ ক্ষেত্ৰত বিভিন্ন পদক্ষেপ গ্ৰহণ কৰা হৈছে। অভিভাৱকসকলে চৰকাৰৰ এই সিদ্ধান্তক স্বাগতম জনাইছে। গুৱাহাটী, ২৬ নৱেম্বৰঃ সমগ্ৰ দেশৰ লগতে অসমতো আজি সংবিধান দিৱস পালন কৰা হয়। দেশৰ সংবিধানৰ প্ৰস্তাৱনা পাঠ কৰি বিভিন্ন চৰকাৰী কাৰ্যালয়, শিক্ষানুষ্ঠান আৰু সামাজিক সংগঠনে এই দিৱসটো উদযাপন কৰে। সংবিধানৰ মূল্যবোধ, ন্যায়, স্বাধীনতা, সমতা আৰু ভ্ৰাতৃত্ববোধক সুৰক্ষিত কৰি ৰখাৰ শপত গ্ৰহণ কৰা হয়। বিশিষ্ট ব্যক্তিসকলে সংবিধান প্ৰণেতাসকলৰ অৱদান স্মৰণ কৰি শ্ৰদ্ধাঞ্জলি জ্ঞাপন কৰে আৰু নতুন প্ৰজন্মক সংবিধানৰ আদৰ্শ অনুসৰণ কৰিবলৈ আহ্বান জনায়। অনুষ্ঠানসমূহত বক্তাসকলে গণতন্ত্ৰৰ মূল ভেটি হিচাপে সংবিধানৰ গুৰুত্ব সম্পৰ্কে বিতংভাৱে আলোচনা কৰে আৰু নাগৰিকৰ কৰ্তব্যৰ কথা উল্লেখ কৰে। দিছপুৰ, ২৬ নৱেম্বৰঃ ৰাজ্য চৰকাৰে শিক্ষা ব্যৱস্থাৰ উন্নয়নৰ বাবে নতুন নীতি প্ৰণয়ন কৰিছে। বিদ্যালয়সমূহৰ মাচুল নিয়ন্ত্ৰণ, শিক্ষকৰ নিযুক্তি আৰু আন্তঃগাঁথনি উন্নয়নৰ ক্ষেত্ৰত বিভিন্ন পদক্ষেপ গ্ৰহণ কৰা হৈছে। অভিভাৱকসকলে চৰকাৰৰ এই সিদ্ধান্তক স্বাগতম জনাইছে।: [462, 712, 604, 825]
story-hamar-constitution: [310, 776, 454, 894]
story-kharupetia-jihadi: [158, 239, 302, 399]
story-monsoon: [158, 34, 302, 234]
masthead: [4, 4, 606, 27]
headline: ৰোহিত শৰ্মাক আইচিচিৰ: [32, 669, 124, 679]
story-constitution-protection: [462, 34, 604, 239]
page-number: ৬: [580, 5, 600, 24]
headline: নেতানয়াহুৰ ভাৰত ভ্ৰমণ: [333, 34, 431, 45]
story-body: গুৱাহাটী, ২৬ নৱেম্বৰঃ সমগ্ৰ দেশৰ লগতে অসমতো আজি সংবিধান দিৱস পালন কৰা হয়। দেশৰ সংবিধানৰ প্ৰস্তাৱনা পাঠ কৰি বিভিন্ন চৰকাৰী কাৰ্যালয়, শিক্ষানুষ্ঠান আৰু সামাজিক সংগঠনে এই দিৱসটো উদযাপন কৰে। সংবিধানৰ মূল্যবোধ, ন্যায়, স্বাধীনতা, সমতা আৰু ভ্ৰাতৃত্ববোধক সুৰক্ষিত কৰি ৰখাৰ শপত গ্ৰহণ কৰা হয়। বিশিষ্ট ব্যক্তিসকলে সংবিধান প্ৰণেতাসকলৰ অৱদান স্মৰণ কৰি শ্ৰদ্ধাঞ্জলি জ্ঞাপন কৰে আৰু নতুন প্ৰজন্মক সংবিধানৰ আদৰ্শ অনুসৰণ কৰিবলৈ আহ্বান জনায়। অনুষ্ঠানসমূহত বক্তাসকলে গণতন্ত্ৰৰ মূল ভেটি হিচাপে সংবিধানৰ গুৰুত্ব সম্পৰ্কে বিতংভাৱে আলোচনা কৰে আৰু নাগৰিকৰ কৰ্তব্যৰ কথা উল্লেখ কৰে। জিলাখনৰ বিভিন্ন প্ৰান্তত স্থানীয় প্ৰশাসনে এই উপলক্ষে সজাগতা সভা, ৰেলী আৰু প্ৰতিযোগিতাৰ আয়োজন কৰে। ছাত্ৰ-ছাত্ৰীসকলে উৎসাহেৰে অংশগ্ৰহণ কৰি সংবিধানৰ বিষয়ে জ্ঞান আহৰণ কৰে। আয়োজকসকলে কয় যে সংবিধানখন কেৱল এখন আইনী নথি নহয়, ই দেশৰ জনসাধাৰণৰ আশা-আকাংক্ষাৰ প্ৰতিফলন। গুৱাহাটী, ২৬ নৱেম্বৰঃ সমগ্ৰ দেশৰ লগতে অসমতো আজি সংবিধান দিৱস পালন কৰা হয়। দেশৰ সংবিধানৰ প্ৰস্তাৱনা পাঠ কৰি বিভিন্ন চৰকাৰী কাৰ্যালয়, শিক্ষানুষ্ঠান আৰু সামাজিক সংগঠনে এই দিৱসটো উদযাপন কৰে। সংবিধানৰ মূল্যবোধ, ন্যায়, স্বাধীনতা, সমতা আৰু ভ্ৰাতৃত্ববোধক সুৰক্ষিত কৰি ৰখাৰ শপত গ্ৰহণ কৰা হয়। বিশিষ্ট ব্যক্তিসকলে সংবিধান প্ৰণেতাসকলৰ অৱদান স্মৰণ কৰি শ্ৰদ্ধাঞ্জলি জ্ঞাপন কৰে আৰু নতুন প্ৰজন্মক সংবিধানৰ আদৰ্শ অনুসৰণ কৰিবলৈ আহ্বান জনায়। অনুষ্ঠানসমূহত বক্তাসকলে গণতন্ত্ৰৰ মূল ভেটি হিচাপে সংবিধানৰ গুৰুত্ব সম্পৰ্কে বিতংভাৱে আলোচনা কৰে আৰু নাগৰিকৰ কৰ্তব্যৰ কথা উল্লেখ কৰে।: [310, 258, 454, 414]
story-body: নতুন দিল্লী, ২৬ নৱেম্বৰঃ আন্তঃৰাষ্ট্ৰীয় সম্পৰ্ক সুদৃঢ় কৰাৰ উদ্দেশ্যে বিভিন্ন দেশৰ নেতাৰ ভাৰত ভ্ৰমণৰ প্ৰস্তুতি চলিছে। দ্বিপাক্ষিক বাণিজ্য, প্ৰতিৰক্ষা আৰু প্ৰযুক্তিৰ ক্ষেত্ৰত সহযোগিতা বৃদ্ধিৰ বিষয়ে আলোচনা হোৱাৰ সম্ভাৱনা আছে। চৰকাৰী সূত্ৰৰ মতে ভ্ৰমণকালত কেইবাখনো গুৰুত্বপূৰ্ণ চুক্তিত স্বাক্ষৰ কৰা হ'ব। ইয়াৰ লগতে জলবায়ু পৰিৱৰ্তন, শক্তি সুৰক্ষা আৰু সন্ত্ৰাসবাদ প্ৰতিৰোধৰ দৰে বিষয়তো মতবিনিময় হ'ব। দিছপুৰ, ২৬ নৱেম্বৰঃ ৰাজ্য চৰকাৰে শিক্ষা ব্যৱস্থাৰ উন্নয়নৰ বাবে নতুন নীতি প্ৰণয়ন কৰিছে। বিদ্যালয়সমূহৰ মাচুল নিয়ন্ত্ৰণ, শিক্ষকৰ নিযুক্তি আৰু আন্তঃগাঁথনি উন্নয়নৰ ক্ষেত্ৰত বিভিন্ন পদক্ষেপ গ্ৰহণ কৰা হৈছে। অভিভাৱকসকলে চৰকাৰৰ এই সিদ্ধান্তক স্বাগতম জনাইছে। নতুন দিল্লী, ২৬ নৱেম্বৰঃ আন্তঃৰাষ্ট্ৰীয় সম্পৰ্ক সুদৃঢ় কৰাৰ উদ্দেশ্যে বিভিন্ন দেশৰ নেতাৰ ভাৰত ভ্ৰমণৰ প্ৰস্তুতি চলিছে। দ্বিপাক্ষিক বাণিজ্য, প্ৰতিৰক্ষা আৰু প্ৰযুক্তিৰ ক্ষেত্ৰত সহযোগিতা বৃদ্ধিৰ বিষয়ে আলোচনা হোৱাৰ সম্ভাৱনা আছে। চৰকাৰী সূত্ৰৰ মতে ভ্ৰমণকালত কেইবাখনো গুৰুত্বপূৰ্ণ চুক্তিত স্বাক্ষৰ কৰা হ'ব। ইয়াৰ লগতে জলবায়ু পৰিৱৰ্তন, শক্তি সুৰক্ষা আৰু সন্ত্ৰাসবাদ প্ৰতিৰোধৰ দৰে বিষয়তো মতবিনিময় হ'ব।: [158, 613, 302, 719]
